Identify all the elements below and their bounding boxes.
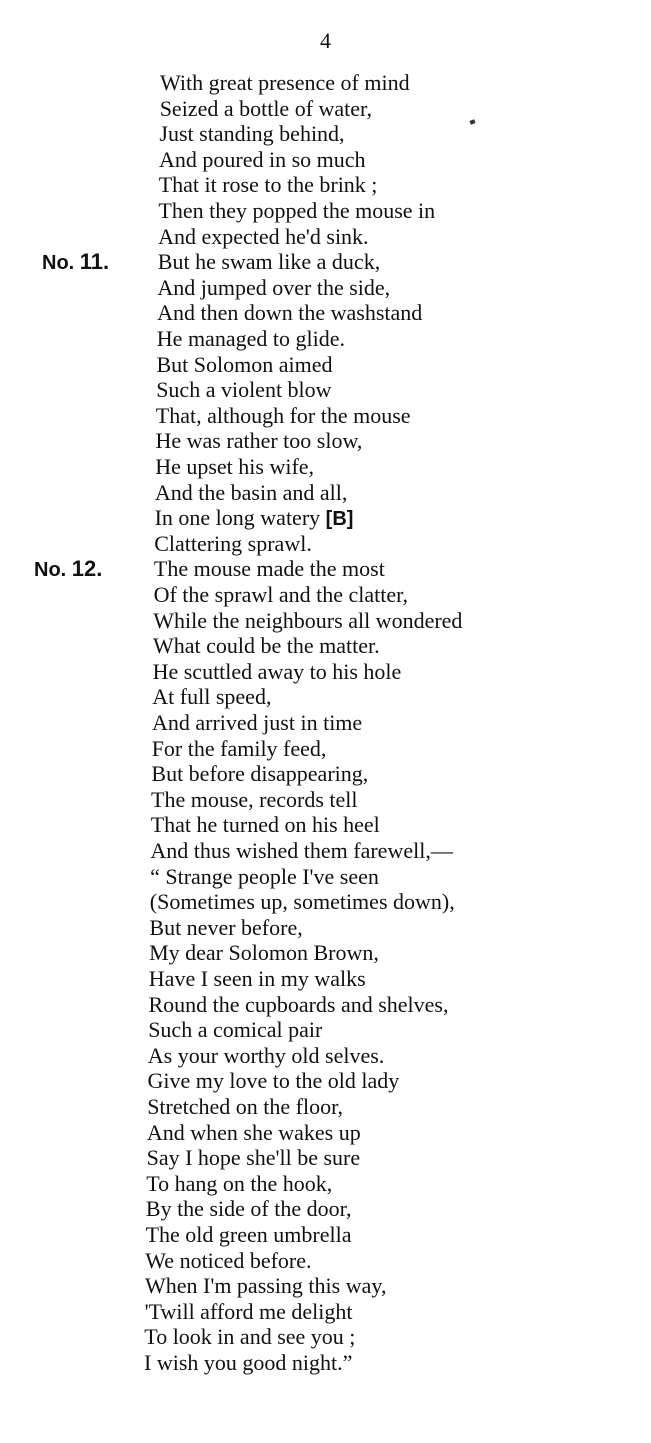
poem-line [155, 454, 314, 479]
poem-line [145, 1273, 386, 1298]
poem-line-text: And then down the washstand [157, 300, 423, 326]
poem-line-text: And jumped over the side, [157, 274, 391, 300]
poem-line-text: In one long watery [154, 505, 326, 531]
poem-line [146, 1171, 332, 1196]
poem-line-text: When I'm passing this way, [145, 1273, 387, 1299]
poem-line [157, 326, 345, 351]
poem-line [149, 915, 302, 940]
poem-line-text: While the neighbours all wondered [153, 607, 463, 633]
poem-line [158, 249, 380, 274]
poem-line [151, 761, 368, 786]
poem-line [157, 352, 333, 377]
poem-line-text: And expected he'd sink. [158, 223, 369, 249]
poem-line [154, 582, 408, 607]
poem-line-text: He scuttled away to his hole [152, 658, 402, 684]
poem-line-text: As your worthy old selves. [147, 1042, 385, 1068]
poem-line [152, 710, 362, 735]
poem-line [155, 505, 354, 532]
poem-line [149, 966, 366, 991]
poem-line-text: Give my love to the old lady [147, 1068, 400, 1094]
section-marker [42, 249, 109, 276]
poem-line [158, 224, 368, 249]
poem-line-text: The mouse, records tell [151, 786, 358, 812]
poem-line [149, 940, 379, 965]
poem-line-text: With great presence of mind [160, 70, 410, 95]
poem-line-text: That it rose to the brink ; [158, 172, 378, 198]
poem-line-text: Seized a bottle of water, [159, 95, 372, 121]
poem-line [150, 838, 452, 863]
section-marker-label: No. [34, 559, 72, 582]
poem-line-text: The mouse made the most [153, 556, 385, 582]
poem-line [152, 736, 327, 761]
poem-line [149, 992, 449, 1017]
poem-line [151, 812, 380, 837]
poem-line-text: What could be the matter. [153, 633, 380, 659]
section-marker-label: No. [42, 252, 80, 275]
poem-line-text: And the basin and all, [154, 479, 348, 505]
poem-line [157, 300, 422, 325]
poem-line [156, 428, 363, 453]
poem-line [153, 633, 380, 658]
poem-line-text: That he turned on his heel [150, 812, 380, 838]
poem-line-text: He was rather too slow, [155, 428, 363, 454]
poem-line-text: At full speed, [152, 684, 272, 710]
poem-line-text: He managed to glide. [156, 326, 345, 351]
poem-line-text: Just standing behind, [159, 121, 345, 147]
poem-line [156, 403, 411, 428]
poem-line [148, 1043, 384, 1068]
poem-line [151, 787, 358, 812]
poem-line-text: I wish you good night.” [144, 1350, 353, 1375]
poem-line-text: Of the sprawl and the clatter, [153, 582, 409, 607]
poem-line-text: But before disappearing, [151, 761, 369, 787]
poem-line [153, 659, 402, 684]
poem-line [146, 1196, 352, 1221]
poem-line [158, 198, 435, 223]
poem-line-text: But he swam like a duck, [157, 249, 381, 275]
poem-line [156, 377, 331, 402]
poem-line-text: 'Twill afford me delight [144, 1298, 353, 1324]
poem-line-text: And when she wakes up [146, 1119, 361, 1145]
poem-line [144, 1324, 355, 1349]
poem-line [159, 172, 378, 197]
poem-line [148, 1068, 400, 1093]
poem-line [159, 147, 366, 172]
poem-line [160, 96, 372, 121]
poem-body [0, 70, 651, 1400]
poem-line [147, 1120, 361, 1145]
poem-line-text: “ Strange people I've seen [150, 863, 379, 889]
inline-marker-b: [B] [325, 508, 354, 531]
poem-line [145, 1248, 311, 1273]
section-marker-number: 11. [79, 249, 110, 275]
poem-line-text: And thus wished them farewell,— [150, 838, 453, 863]
poem-line [152, 684, 271, 709]
poem-line [146, 1222, 352, 1247]
poem-line-text: Stretched on the floor, [147, 1094, 344, 1119]
poem-line-text: By the side of the door, [145, 1196, 352, 1222]
poem-line-text: Round the cupboards and shelves, [148, 991, 449, 1017]
poem-line [145, 1299, 353, 1324]
poem-line [157, 275, 390, 300]
poem-line-text: That, although for the mouse [155, 402, 411, 428]
poem-line-text: But Solomon aimed [156, 351, 333, 377]
poem-line-text: Clattering sprawl. [154, 530, 312, 556]
poem-line-text: For the family feed, [151, 735, 327, 761]
poem-line-text: But never before, [149, 914, 303, 940]
poem-line [144, 1350, 352, 1375]
section-marker-number: 12. [71, 556, 103, 582]
poem-line-text: To hang on the hook, [146, 1170, 333, 1196]
poem-line-text: Have I seen in my walks [148, 966, 366, 991]
poem-line [154, 556, 385, 581]
poem-line-text: Then they popped the mouse in [158, 198, 436, 223]
poem-line-text: Say I hope she'll be sure [146, 1145, 361, 1171]
poem-line [147, 1145, 361, 1170]
poem-line-text: And arrived just in time [152, 710, 363, 735]
poem-line [147, 1094, 343, 1119]
section-marker [34, 556, 102, 583]
poem-line-text: My dear Solomon Brown, [149, 940, 379, 966]
poem-line [150, 864, 379, 889]
poem-line [155, 480, 347, 505]
poem-line-text: He upset his wife, [155, 454, 315, 479]
poem-line [160, 70, 410, 95]
poem-line [150, 889, 455, 914]
poem-line [154, 531, 312, 556]
poem-line-text: (Sometimes up, sometimes down), [149, 889, 455, 915]
poem-line [159, 121, 344, 146]
poem-line-text: Such a violent blow [156, 377, 332, 403]
poem-line-text: We noticed before. [145, 1247, 312, 1273]
poem-line-text: To look in and see you ; [144, 1324, 356, 1350]
poem-line-text: And poured in so much [159, 146, 366, 172]
poem-line [153, 608, 462, 633]
poem-line [148, 1017, 322, 1042]
page-number: 4 [320, 28, 331, 53]
poem-line-text: The old green umbrella [145, 1222, 352, 1247]
poem-line-text: Such a comical pair [148, 1017, 323, 1043]
